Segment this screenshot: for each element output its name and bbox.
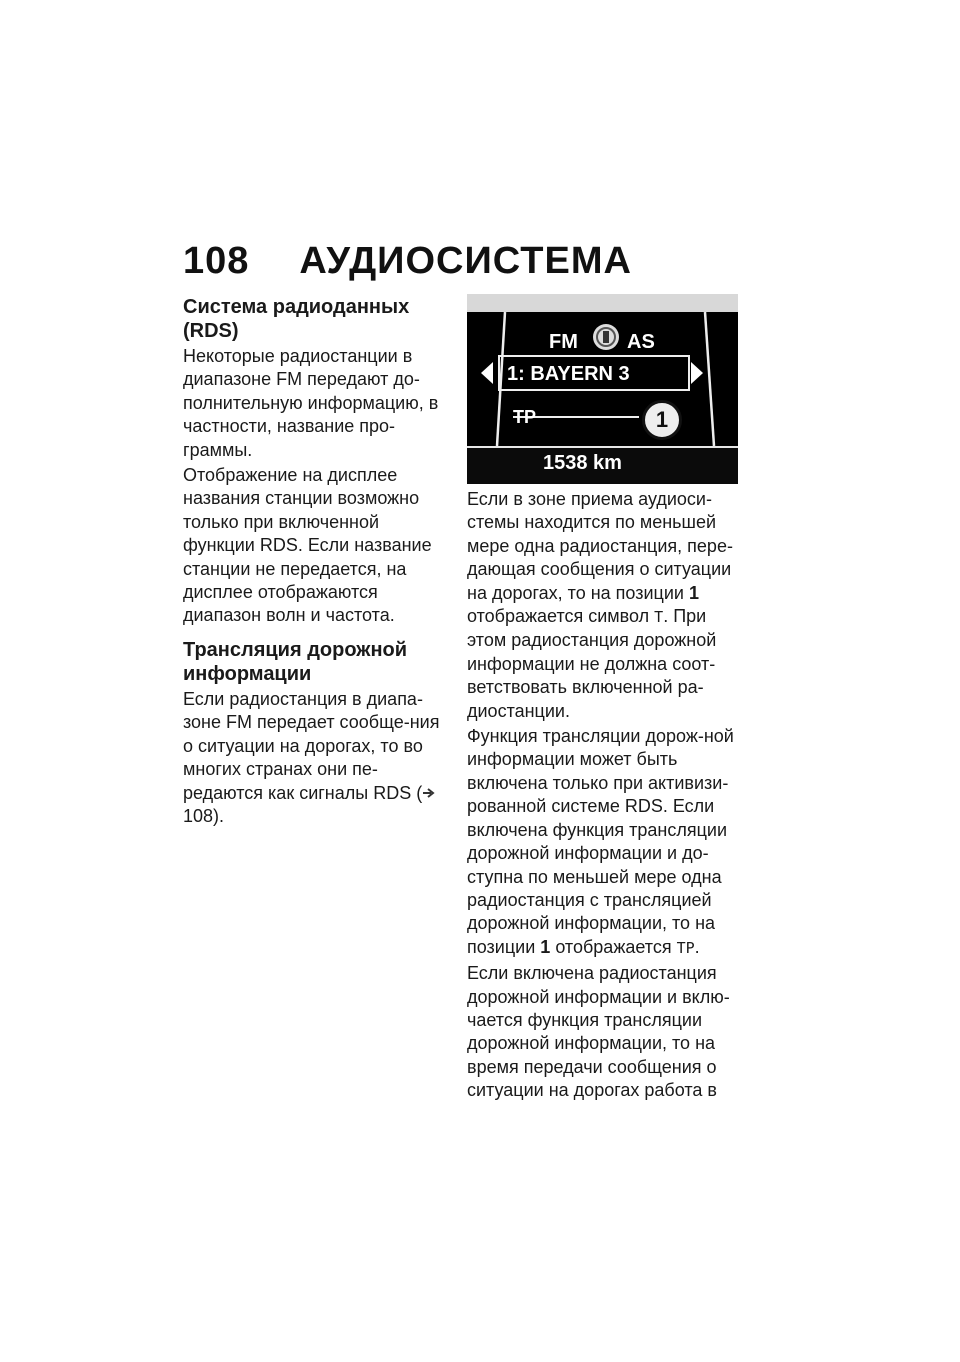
paragraph-tpf-text-c: .: [694, 936, 700, 957]
rds-antenna-icon: [592, 322, 620, 357]
position-marker-number: 1: [655, 407, 669, 432]
symbol-tp: TP: [676, 938, 695, 957]
paragraph-tp-symbol: [467, 488, 747, 723]
page-ref-link[interactable]: 108).: [183, 805, 225, 826]
paragraph-tp-text-a: Если в зоне приема аудиоси-стемы находится по меньшей мере одна радиостанция, пере-дающая сообщения о ситуации на дорогах, то на позиции: [467, 489, 733, 603]
paragraph-tp-text-b: отображается символ: [467, 606, 655, 627]
position-marker-circle: [642, 400, 682, 440]
previous-station-icon[interactable]: [480, 361, 494, 390]
symbol-t: T: [654, 608, 664, 627]
position-ref-2: 1: [540, 936, 551, 957]
odometer-readout: 1538 km: [543, 452, 622, 474]
page-ref-arrow-icon[interactable]: [422, 782, 436, 805]
paragraph-tpf-text-a: Функция трансляции дорож-ной информации может быть включена только при активизи-рованной системе RDS. Если включена функция трансляции дорожной информации и до-ступна по меньшей мере одна радиостанция с трансляцией дорожной информации, то на позиции: [467, 726, 734, 957]
page-number: 108: [183, 240, 250, 282]
paragraph-traffic-text: Если радиостанция в диапа-зоне FM передает сообще-ния о ситуации на дорогах, то во многих странах они пе-редаются как сигналы RDS (: [183, 688, 440, 803]
page-header: [183, 240, 632, 283]
next-station-icon[interactable]: [690, 361, 704, 390]
paragraph-tpf-text-b: отображается: [550, 936, 677, 957]
station-name: 1: BAYERN 3: [507, 363, 630, 385]
section-title-rds: Система радиоданных (RDS): [183, 296, 410, 342]
as-label: AS: [627, 331, 655, 353]
paragraph-tp-function: [467, 725, 747, 960]
right-column: [467, 488, 747, 1105]
left-column: [183, 295, 443, 830]
band-label: FM: [549, 331, 578, 353]
tp-label: TP: [513, 407, 537, 427]
paragraph-tp-broadcast: Если включена радиостанция дорожной информации и вклю-чается функция трансляции дорожной информации, то на время передачи сообщения о ситуации на дорогах работа в: [467, 963, 730, 1101]
radio-display-image: [467, 294, 738, 484]
paragraph-rds-2: Отображение на дисплее названия станции возможно только при включенной функции RDS. Если название станции не передается, на дисплее отображаются диапазон волн и частота.: [183, 465, 432, 626]
chapter-title: АУДИОСИСТЕМА: [299, 240, 632, 282]
paragraph-traffic-1: [183, 688, 443, 828]
position-ref-1: 1: [688, 582, 699, 603]
section-title-traffic: Трансляция дорожной информации: [183, 638, 408, 685]
paragraph-rds-1: Некоторые радиостанции в диапазоне FM передают до-полнительную информацию, в частности, название про-граммы.: [183, 346, 439, 460]
paragraph-tp-text-c: . При этом радиостанция дорожной информации не должна соот-ветствовать включенной ра-диостанции.: [467, 606, 717, 721]
